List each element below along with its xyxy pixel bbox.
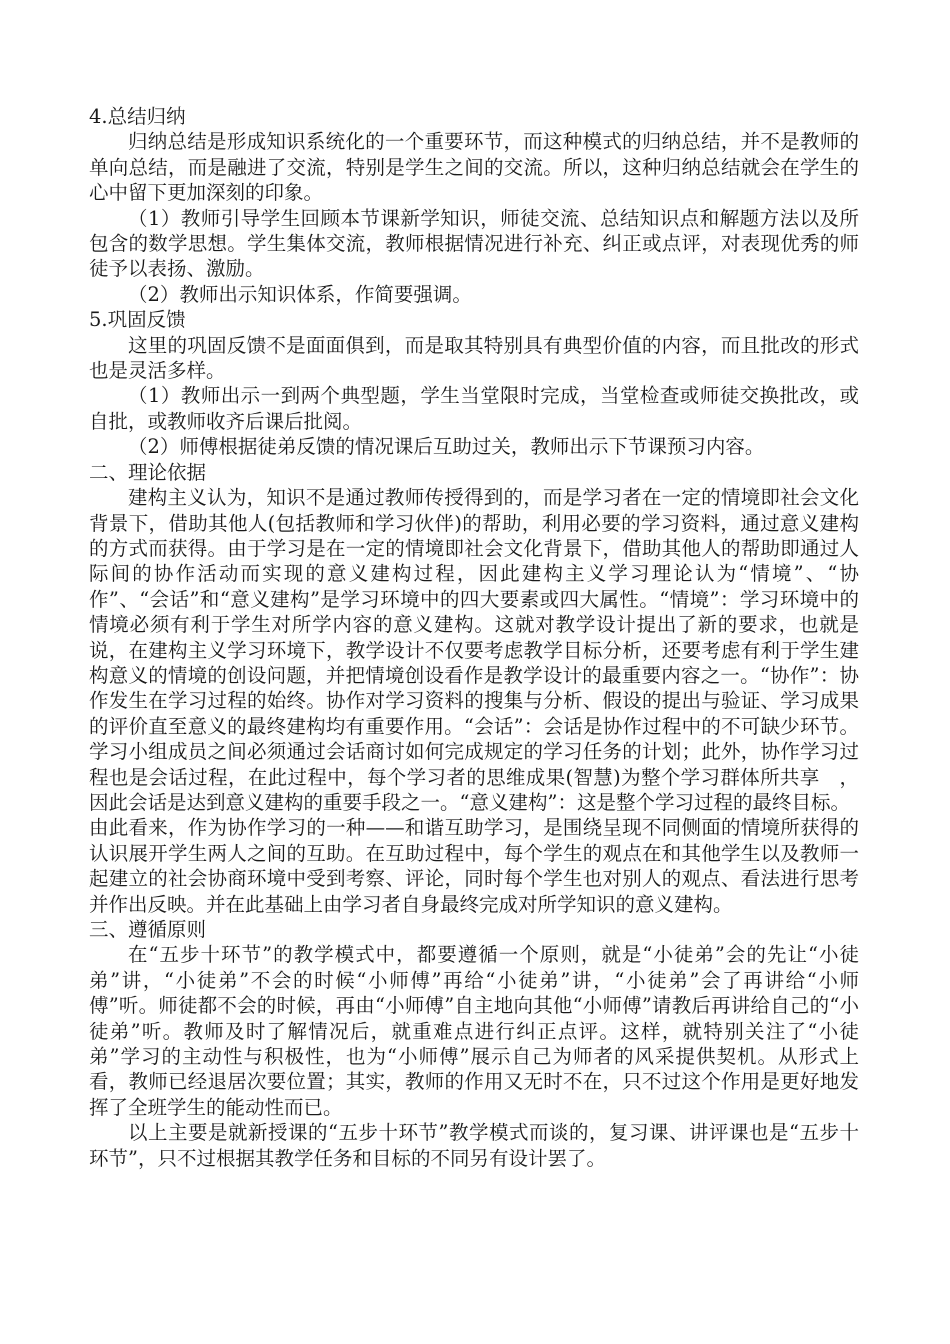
paragraph: 在“五步十环节”的教学模式中，都要遵循一个原则，就是“小徒弟”会的先让“小徒弟”讲，“小徒弟”不会的时候“小师傅”再给“小徒弟”讲，“小徒弟”会了再讲给“小师傅”听。师徒都不会的时候，再由“小师傅”自主地向其他“小师傅”请教后再讲给自己的“小徒弟”听。教师及时了解情况后，就重难点进行纠正点评。这样，就特别关注了“小徒弟”学习的主动性与积极性，也为“小师傅”展示自己为师者的风采提供契机。从形式上看，教师已经退居次要位置；其实，教师的作用又无时不在，只不过这个作用是更好地发挥了全班学生的能动性而已。 (89, 943, 859, 1119)
paragraph: 这里的巩固反馈不是面面俱到，而是取其特别具有典型价值的内容，而且批改的形式也是灵活多样。 (89, 333, 859, 383)
document-body (89, 104, 859, 1171)
paragraph: （2）师傅根据徒弟反馈的情况课后互助过关，教师出示下节课预习内容。 (128, 435, 765, 459)
section-heading-theory: 二、理论依据 (89, 460, 207, 484)
section-heading-summary: 4.总结归纳 (89, 105, 186, 128)
paragraph: （2）教师出示知识体系，作简要强调。 (128, 282, 472, 306)
paragraph: （1）教师引导学生回顾本节课新学知识，师徒交流、总结知识点和解题方法以及所包含的数学思想。学生集体交流，教师根据情况进行补充、纠正或点评，对表现优秀的师徒予以表扬、激励。 (89, 206, 859, 281)
paragraph: 建构主义认为，知识不是通过教师传授得到的，而是学习者在一定的情境即社会文化背景下，借助其他人(包括教师和学习伙伴)的帮助，利用必要的学习资料，通过意义建构的方式而获得。由于学习是在一定的情境即社会文化背景下，借助其他人的帮助即通过人际间的协作活动而实现的意义建构过程，因此建构主义学习理论认为“情境”、“协作”、“会话”和“意义建构”是学习环境中的四大要素或四大属性。“情境”：学习环境中的情境必须有利于学生对所学内容的意义建构。这就对教学设计提出了新的要求，也就是说，在建构主义学习环境下，教学设计不仅要考虑教学目标分析，还要考虑有利于学生建构意义的情境的创设问题，并把情境创设看作是教学设计的最重要内容之一。“协作”：协作发生在学习过程的始终。协作对学习资料的搜集与分析、假设的提出与验证、学习成果的评价直至意义的最终建构均有重要作用。“会话”：会话是协作过程中的不可缺少环节。学习小组成员之间必须通过会话商讨如何完成规定的学习任务的计划；此外，协作学习过程也是会话过程，在此过程中，每个学习者的思维成果(智慧)为整个学习群体所共享 ，因此会话是达到意义建构的重要手段之一。“意义建构”：这是整个学习过程的最终目标。 (89, 486, 859, 814)
paragraph: （1）教师出示一到两个典型题，学生当堂限时完成，当堂检查或师徒交换批改，或自批，或教师收齐后课后批阅。 (89, 384, 859, 433)
section-heading-feedback: 5.巩固反馈 (89, 308, 186, 332)
paragraph: 以上主要是就新授课的“五步十环节”教学模式而谈的，复习课、讲评课也是“五步十环节”，只不过根据其教学任务和目标的不同另有设计罢了。 (89, 1121, 859, 1170)
paragraph: 归纳总结是形成知识系统化的一个重要环节，而这种模式的归纳总结，并不是教师的单向总结，而是融进了交流，特别是学生之间的交流。所以，这种归纳总结就会在学生的心中留下更加深刻的印象。 (89, 130, 859, 205)
paragraph: 由此看来，作为协作学习的一种——和谐互助学习，是围绕呈现不同侧面的情境所获得的认识展开学生两人之间的互助。在互助过程中，每个学生的观点在和其他学生以及教师一起建立的社会协商环境中受到考察、评论，同时每个学生也对别人的观点、看法进行思考并作出反映。并在此基础上由学习者自身最终完成对所学知识的意义建构。 (89, 816, 859, 916)
section-heading-principles: 三、遵循原则 (89, 918, 207, 941)
